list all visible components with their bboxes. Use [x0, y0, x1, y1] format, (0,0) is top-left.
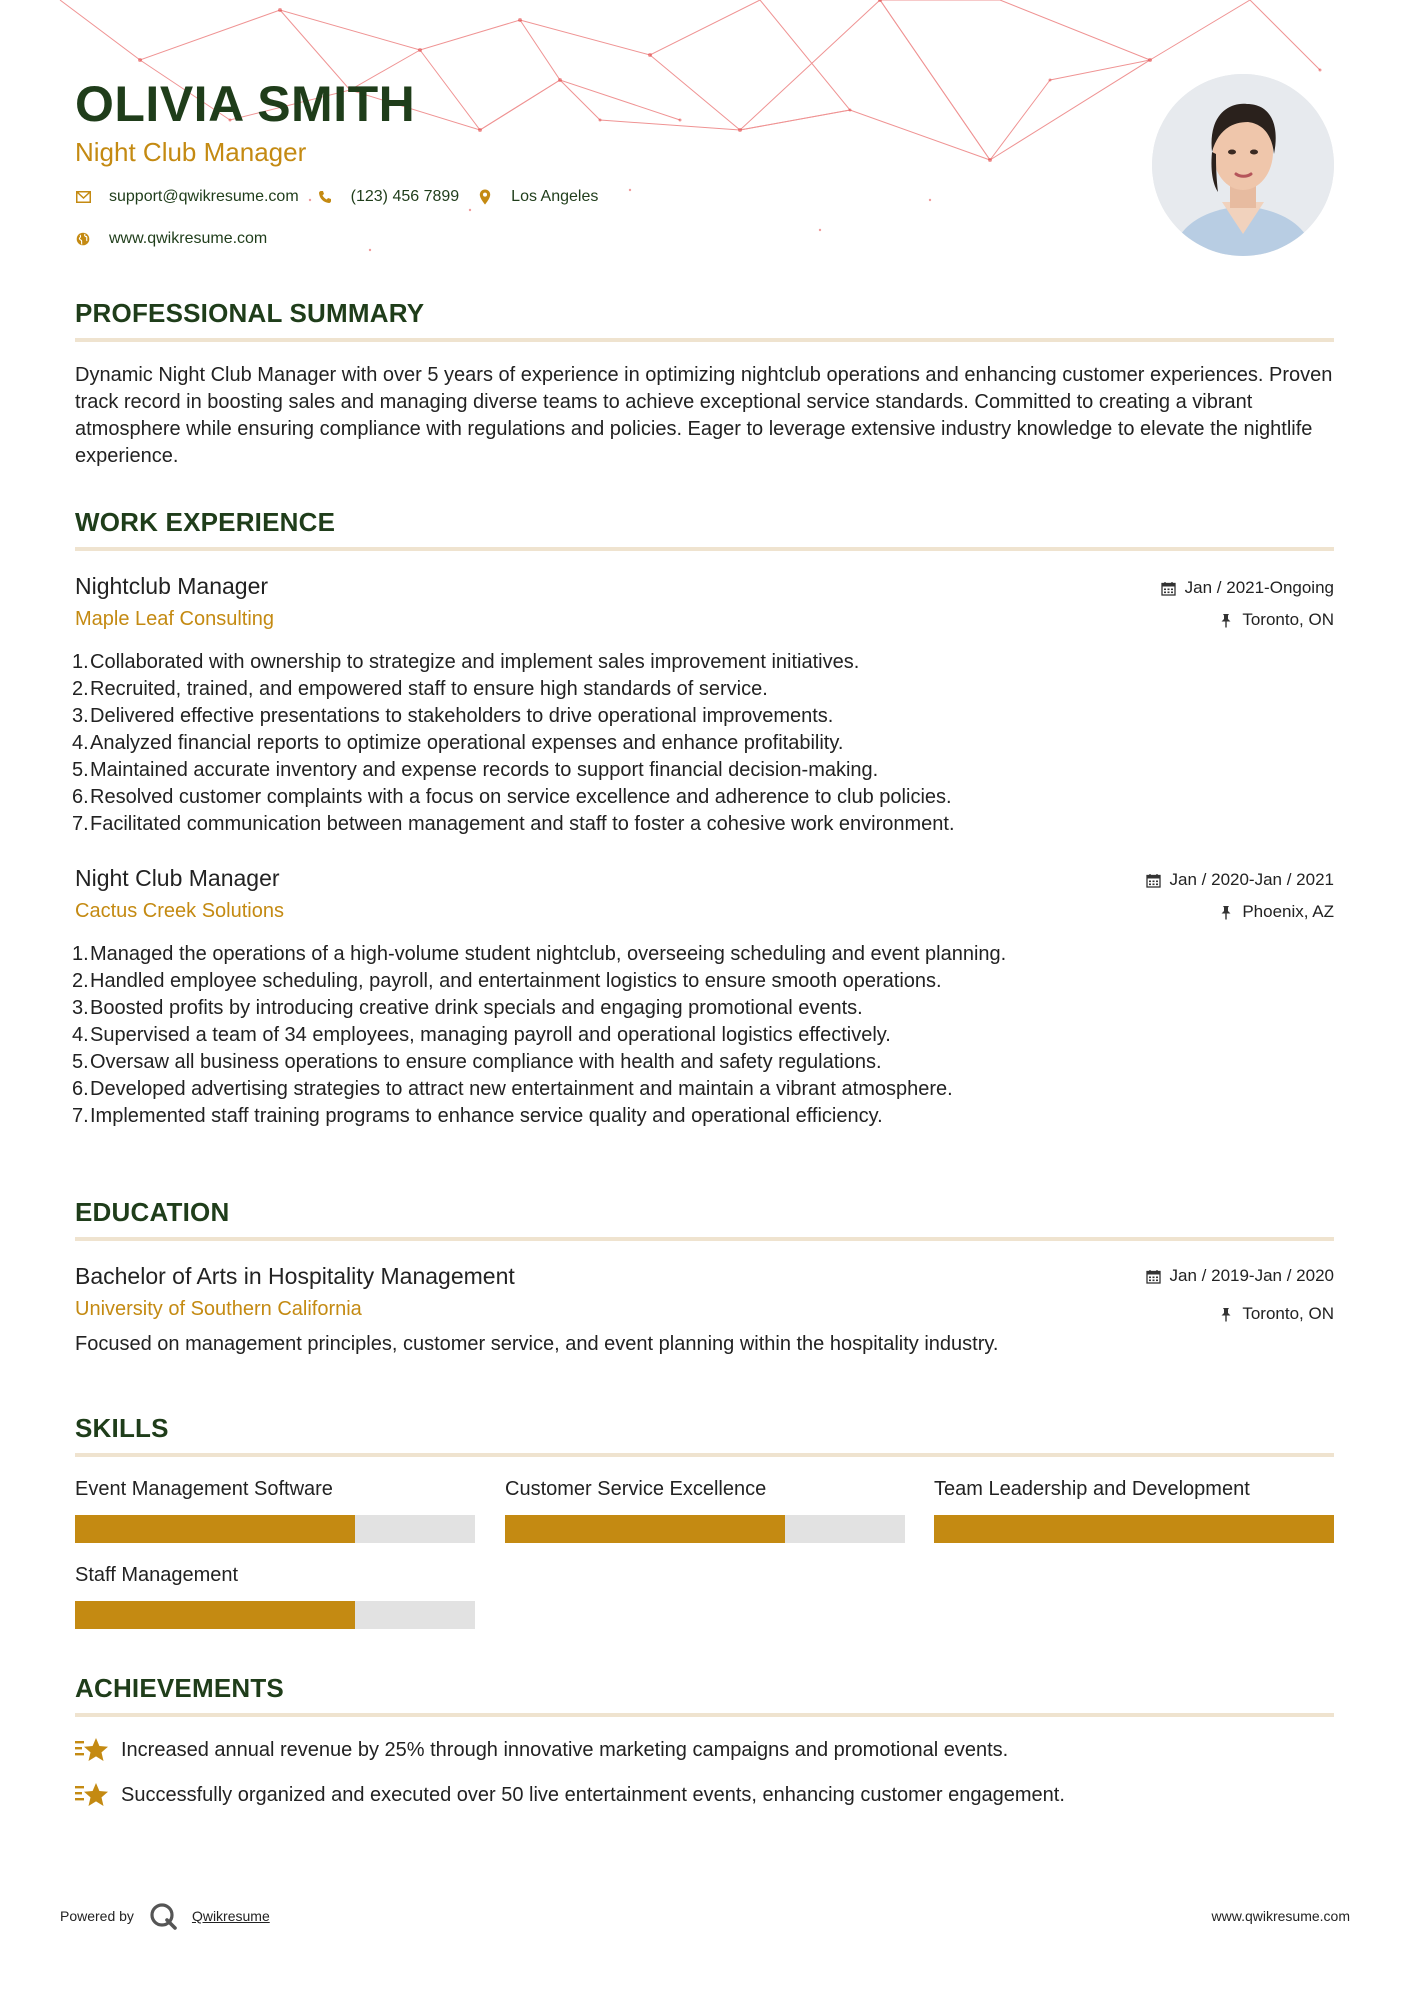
section-divider [75, 338, 1334, 342]
job-dates: Jan / 2021-Ongoing [1161, 577, 1334, 599]
pushpin-icon [1218, 1306, 1234, 1322]
star-award-icon [75, 1780, 109, 1810]
qwikresume-logo-icon [148, 1901, 178, 1931]
job-bullets [72, 941, 1334, 1130]
list-item: 2. Handled employee scheduling, payroll, and entertainment logistics to ensure smooth operations. [72, 970, 942, 992]
experience-heading: WORK EXPERIENCE [75, 507, 336, 537]
calendar-icon [1146, 1268, 1162, 1284]
star-award-icon [75, 1735, 109, 1765]
calendar-icon [1161, 580, 1177, 596]
candidate-name: OLIVIA SMITH [75, 76, 416, 132]
achievement-item: Increased annual revenue by 25% through innovative marketing campaigns and promotional events. [75, 1735, 1334, 1765]
list-item: 5. Oversaw all business operations to ensure compliance with health and safety regulations. [72, 1051, 882, 1073]
skill-item [934, 1475, 1334, 1543]
phone-icon [317, 189, 333, 205]
list-item: 2. Recruited, trained, and empowered staff to ensure high standards of service. [72, 678, 768, 700]
phone-text: (123) 456 7899 [350, 188, 460, 205]
section-divider [75, 1237, 1334, 1241]
skill-item [75, 1475, 475, 1543]
list-item: 3. Delivered effective presentations to stakeholders to drive operational improvements. [72, 705, 834, 727]
job-location: Toronto, ON [1161, 609, 1334, 631]
avatar-portrait-icon [1152, 74, 1334, 256]
job-role: Night Club Manager [75, 865, 280, 891]
skill-item [505, 1475, 905, 1543]
section-divider [75, 547, 1334, 551]
globe-icon [75, 231, 91, 247]
skill-level-fill [505, 1515, 785, 1543]
job-company: Maple Leaf Consulting [75, 608, 275, 630]
website-text: www.qwikresume.com [109, 230, 268, 247]
page-footer [60, 1898, 1350, 1934]
job-role: Nightclub Manager [75, 573, 269, 599]
achievements-section [75, 1671, 1334, 1810]
job-bullets [72, 649, 1334, 838]
skill-level-fill [75, 1601, 355, 1629]
education-dates: Jan / 2019-Jan / 2020 [1146, 1265, 1334, 1287]
job-company: Cactus Creek Solutions [75, 900, 284, 922]
list-item: 7. Implemented staff training programs to enhance service quality and operational efficiency. [72, 1105, 883, 1127]
list-item: 1. Managed the operations of a high-volume student nightclub, overseeing scheduling and event planning. [72, 943, 1007, 965]
education-entry [75, 1261, 1334, 1358]
list-item: 6. Developed advertising strategies to attract new entertainment and maintain a vibrant atmosphere. [72, 1078, 953, 1100]
brand-link[interactable]: Qwikresume [191, 1908, 270, 1924]
job-dates: Jan / 2020-Jan / 2021 [1146, 869, 1334, 891]
candidate-title: Night Club Manager [75, 137, 307, 167]
job-location: Phoenix, AZ [1146, 901, 1334, 923]
skill-label: Staff Management [75, 1564, 239, 1586]
contact-location [477, 188, 598, 206]
education-section [75, 1195, 1334, 1358]
education-description: Focused on management principles, customer service, and event planning within the hospitality industry. [75, 1333, 999, 1355]
skill-label: Customer Service Excellence [505, 1478, 767, 1500]
list-item: 6. Resolved customer complaints with a focus on service excellence and adherence to club policies. [72, 786, 952, 808]
contact-website[interactable] [75, 230, 267, 248]
powered-by-text: Powered by [60, 1908, 134, 1924]
resume-header [75, 74, 1135, 250]
education-degree: Bachelor of Arts in Hospitality Management [75, 1263, 515, 1289]
calendar-icon [1146, 872, 1162, 888]
experience-section [72, 505, 1334, 1130]
summary-section [75, 296, 1334, 470]
skill-bar [75, 1601, 475, 1629]
skill-level-fill [934, 1515, 1334, 1543]
section-divider [75, 1713, 1334, 1717]
education-location: Toronto, ON [1146, 1303, 1334, 1325]
skill-label: Event Management Software [75, 1478, 333, 1500]
profile-photo [1152, 74, 1334, 256]
section-divider [75, 1453, 1334, 1457]
skill-bar [75, 1515, 475, 1543]
achievements-heading: ACHIEVEMENTS [75, 1673, 284, 1703]
contact-row [75, 186, 1135, 208]
skills-section [75, 1411, 1334, 1655]
envelope-icon [75, 189, 91, 205]
location-text: Los Angeles [511, 188, 599, 205]
list-item: 4. Supervised a team of 34 employees, managing payroll and operational logistics effectively. [72, 1024, 891, 1046]
list-item: 1. Collaborated with ownership to strategize and implement sales improvement initiatives. [72, 651, 860, 673]
skill-level-fill [75, 1515, 355, 1543]
footer-website-link[interactable]: www.qwikresume.com [1211, 1908, 1350, 1924]
job-entry [72, 863, 1334, 1130]
contact-email[interactable] [75, 188, 299, 206]
skills-grid [75, 1475, 1334, 1655]
achievement-item: Successfully organized and executed over 50 live entertainment events, enhancing customer engagement. [75, 1780, 1334, 1810]
contact-phone[interactable] [317, 188, 460, 206]
skill-label: Team Leadership and Development [934, 1478, 1250, 1500]
list-item: 4. Analyzed financial reports to optimize operational expenses and enhance profitability. [72, 732, 844, 754]
map-pin-icon [477, 189, 493, 205]
skills-heading: SKILLS [75, 1413, 169, 1443]
education-heading: EDUCATION [75, 1197, 230, 1227]
summary-text: Dynamic Night Club Manager with over 5 years of experience in optimizing nightclub operations and enhancing customer experiences. Proven track record in boosting sales and managing diverse teams to achieve exceptional service standards. Committed to creating a vibrant atmosphere while ensuring compliance with regulations and policies. Eager to leverage extensive industry knowledge to elevate the nightlife experience. [75, 364, 1333, 467]
email-text: support@qwikresume.com [109, 188, 299, 205]
pushpin-icon [1218, 612, 1234, 628]
contact-row-web [75, 228, 1135, 250]
skill-item [75, 1561, 475, 1629]
list-item: 5. Maintained accurate inventory and expense records to support financial decision-making. [72, 759, 879, 781]
pushpin-icon [1218, 904, 1234, 920]
list-item: 3. Boosted profits by introducing creative drink specials and engaging promotional events. [72, 997, 863, 1019]
list-item: 7. Facilitated communication between management and staff to foster a cohesive work environment. [72, 813, 955, 835]
job-entry [72, 571, 1334, 838]
skill-bar [505, 1515, 905, 1543]
skill-bar [934, 1515, 1334, 1543]
summary-heading: PROFESSIONAL SUMMARY [75, 298, 425, 328]
education-school: University of Southern California [75, 1298, 362, 1320]
